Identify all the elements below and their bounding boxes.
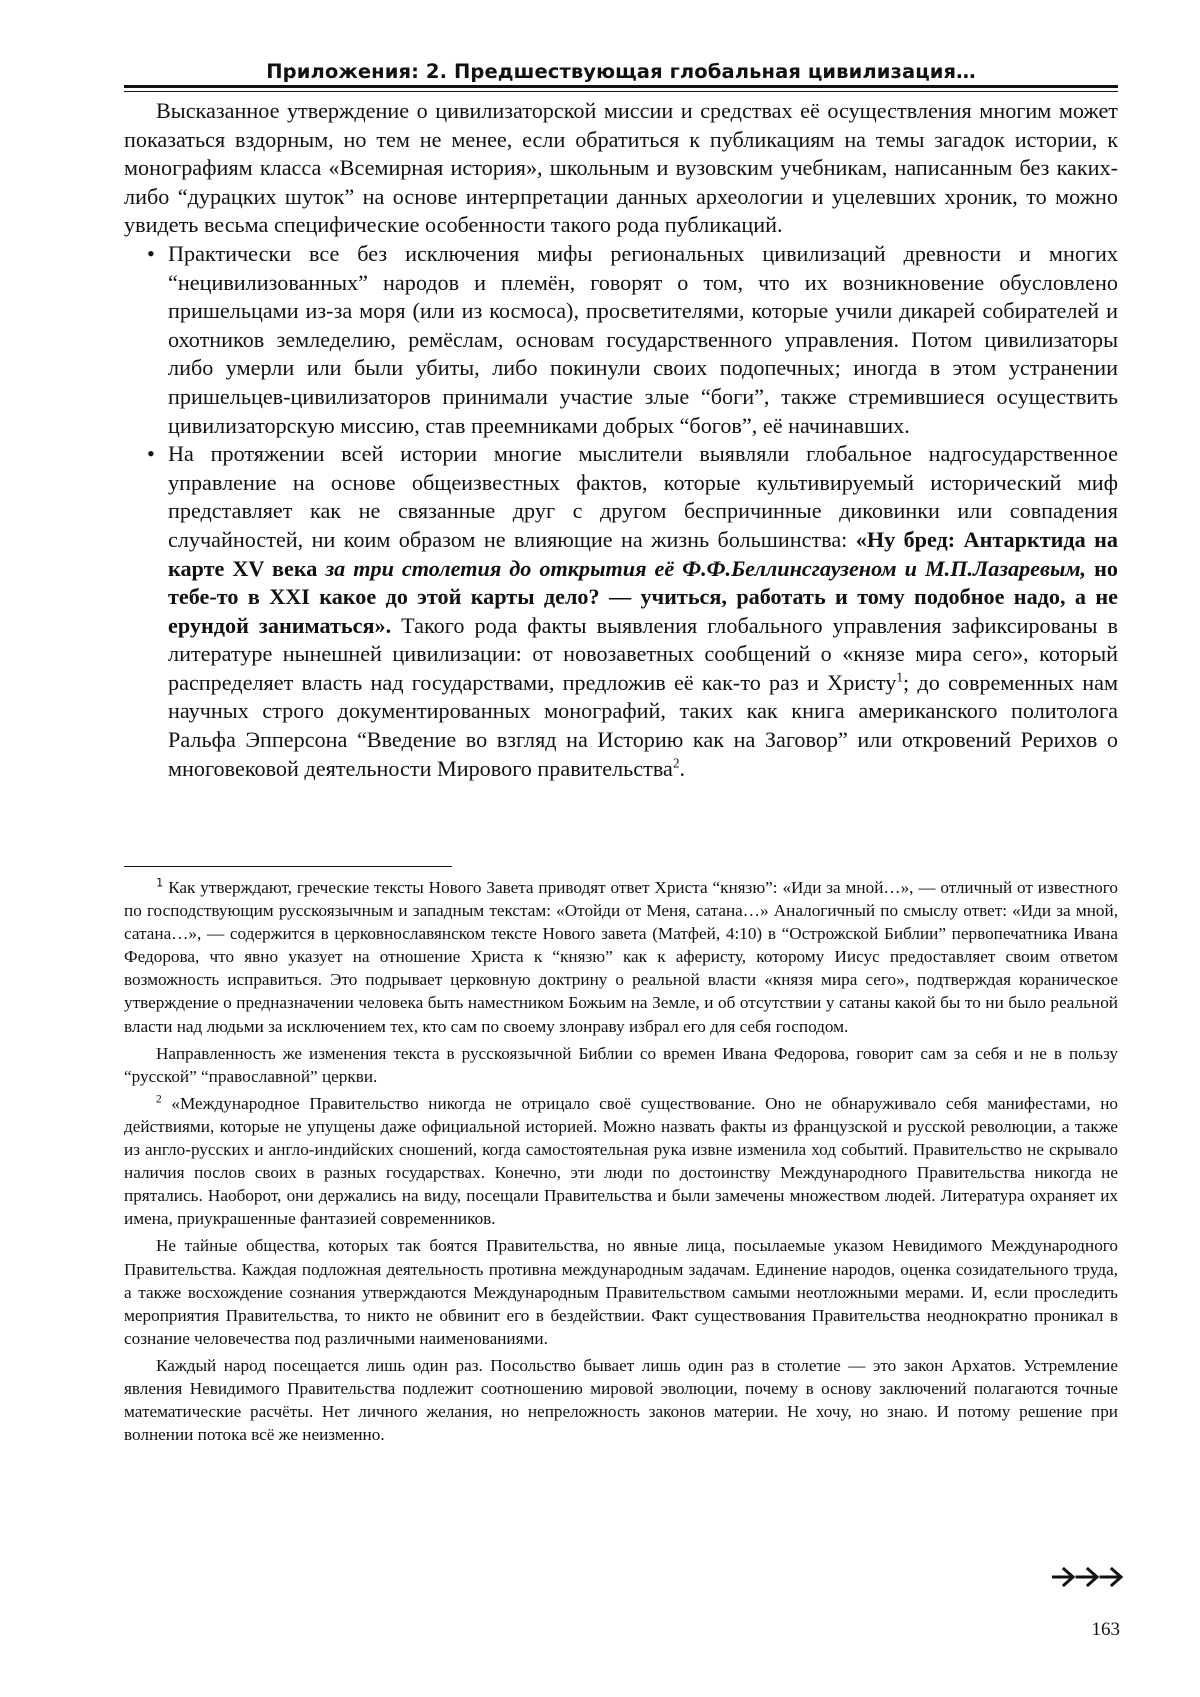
bullet-text-part: Такого рода факты выявления глобального управления зафиксированы в литературе нынешней цивилизации: от новозаветных сообщений о «князе мира сего», который распределяет власть над государствами, предложив её как-то раз и Христу	[168, 612, 1118, 695]
bullet-text-part: ; до современных нам научных строго документированных монографий, таких как книга американского политолога Ральфа Эпперсона “Введение во взгляд на Историю как на Заговор” или откровений Рерихов о многовековой деятельности Мирового правительства	[168, 669, 1119, 781]
bullet-text-myths: Практически все без исключения мифы региональных цивилизаций древности и многих “нецивилизованных” народов и племён, говорят о том, что их возникновение обусловлено пришельцами из-за моря (или из космоса), просветителями, которые учили дикарей собирателей и охотников земледелию, ремёслам, основам государственного управления. Потом цивилизаторы либо умерли или были убиты, либо покинули своих подопечных; иногда в этом устранении пришельцев-цивилизаторов принимали участие злые “боги”, также стремившиеся осуществить цивилизаторскую миссию, став преемниками добрых “богов”, её начинавших.	[168, 240, 1118, 438]
bullet-item-myths	[124, 240, 1118, 440]
triple-right-arrow-icon[interactable]	[1052, 1566, 1124, 1588]
bold-italic-quote: за три столетия до открытия её Ф.Ф.Беллинсгаузеном и М.П.Лазаревым,	[325, 555, 1087, 581]
bold-quote-start: «Ну бред: Антарктида на карте XV века	[168, 526, 1119, 581]
bullet-text-part: На протяжении всей истории многие мыслители выявляли глобальное надгосударственное управление на основе общеизвестных фактов, которые культивируемый исторический миф представляет как не связанные друг с другом беспричинные диковинки или совпадения случайностей, ни коим образом не влияющие на жизнь большинства:	[168, 441, 1118, 552]
footnote-1-continuation: Направленность же изменения текста в русскоязычной Библии со времен Ивана Федорова, говорит сам за себя и не в пользу “русской” “православной” церкви.	[124, 1043, 1118, 1086]
header-rule-thick	[124, 85, 1118, 88]
footnote-1-mark: 1	[156, 875, 164, 890]
bullet-item-global-governance	[124, 440, 1118, 783]
footnote-2-text: «Международное Правительство никогда не отрицало своё существование. Оно не обнаруживало себя манифестами, но действиями, которые не упущены даже официальной историей. Можно назвать факты из французской и русской революции, а также из англо-русских и англо-индийских сношений, когда самостоятельная рука извне изменила ход событий. Правительство не скрывало наличия послов своих в разных государствах. Конечно, эти люди по достоинству Международного Правительства никогда не прятались. Наоборот, они держались на виду, посещали Правительства и были замечены множеством людей. Литература охраняет их имена, приукрашенные фантазией современников.	[124, 1093, 1118, 1229]
triple-right-arrow-icon-svg	[1052, 1566, 1124, 1588]
footnote-2-mark: 2	[156, 1093, 162, 1106]
page-number: 163	[1091, 1619, 1120, 1640]
running-header-title: Приложения: 2. Предшествующая глобальная цивилизация…	[266, 60, 976, 83]
footnote-separator	[124, 866, 452, 867]
bullet-icon: •	[147, 441, 155, 467]
footnote-1	[124, 876, 1118, 1038]
footnotes	[124, 876, 1118, 1446]
header-rule-thin	[124, 91, 1118, 92]
footnote-ref-1[interactable]: 1	[896, 669, 904, 685]
footnote-1-text: Как утверждают, греческие тексты Нового Завета приводят ответ Христа “князю”: «Иди за мной…», — отличный от известного по господствующим русскоязычным и западным текстам: «Отойди от Меня, сатана…» Аналогичный по смыслу ответ: «Иди за мной, сатана…», — содержится в церковнославянском тексте Нового завета (Матфей, 4:10) в “Острожской Библии” первопечатника Ивана Федорова, что явно указует на отношение Христа к “князю” как к аферисту, которому Иисус предоставляет своим ответом возможность исправиться. Это подрывает церковную доктрину о реальной власти «князя мира сего», подтверждая кораническое утверждение о предназначении человека быть наместником Божьим на Земле, и об отсутствии у сатаны какой бы то ни было реальной власти над людьми за исключением тех, кто сам по своему злонраву избрал его для себя господом.	[124, 878, 1118, 1036]
footnote-2-paragraph-3: Каждый народ посещается лишь один раз. Посольство бывает лишь один раз в столетие — это закон Архатов. Устремление явления Невидимого Правительства подлежит соотношению мировой эволюции, почему в основу заключений полагаются точные математические расчёты. Нет личного желания, но непреложность законов материи. Не хочу, но знаю. И потому решение при волнении потока всё же неизменно.	[124, 1355, 1118, 1445]
bullet-list	[124, 240, 1118, 783]
bullet-icon: •	[147, 240, 155, 266]
footnote-2	[124, 1092, 1118, 1231]
main-text	[124, 97, 1118, 783]
intro-paragraph: Высказанное утверждение о цивилизаторской миссии и средствах её осуществления многим может показаться вздорным, но тем не менее, если обратиться к публикациям на темы загадок истории, к монографиям класса «Всемирная история», школьным и вузовским учебникам, написанным без каких-либо “дурацких шуток” на основе интерпретации данных археологии и уцелевших хроник, то можно увидеть весьма специфические особенности такого рода публикаций.	[124, 98, 1118, 238]
footnote-ref-2[interactable]: 2	[672, 755, 680, 771]
bullet-text-part: .	[679, 755, 686, 781]
footnote-2-paragraph-2: Не тайные общества, которых так боятся Правительства, но явные лица, посылаемые указом Невидимого Международного Правительства. Каждая подложная деятельность противна международным задачам. Единение народов, оценка созидательного труда, а также восхождение сознания утверждаются Международным Правительством самыми неотложными мерами. И, если проследить мероприятия Правительства, то никто не обвинит его в бездействии. Факт существования Правительства неоднократно проникал в сознание человечества под различными наименованиями.	[124, 1236, 1118, 1348]
bold-quote-end: но тебе-то в XXI какое до этой карты дело? — учиться, работать и тому подобное надо, а не ерундой заниматься».	[168, 555, 1118, 638]
